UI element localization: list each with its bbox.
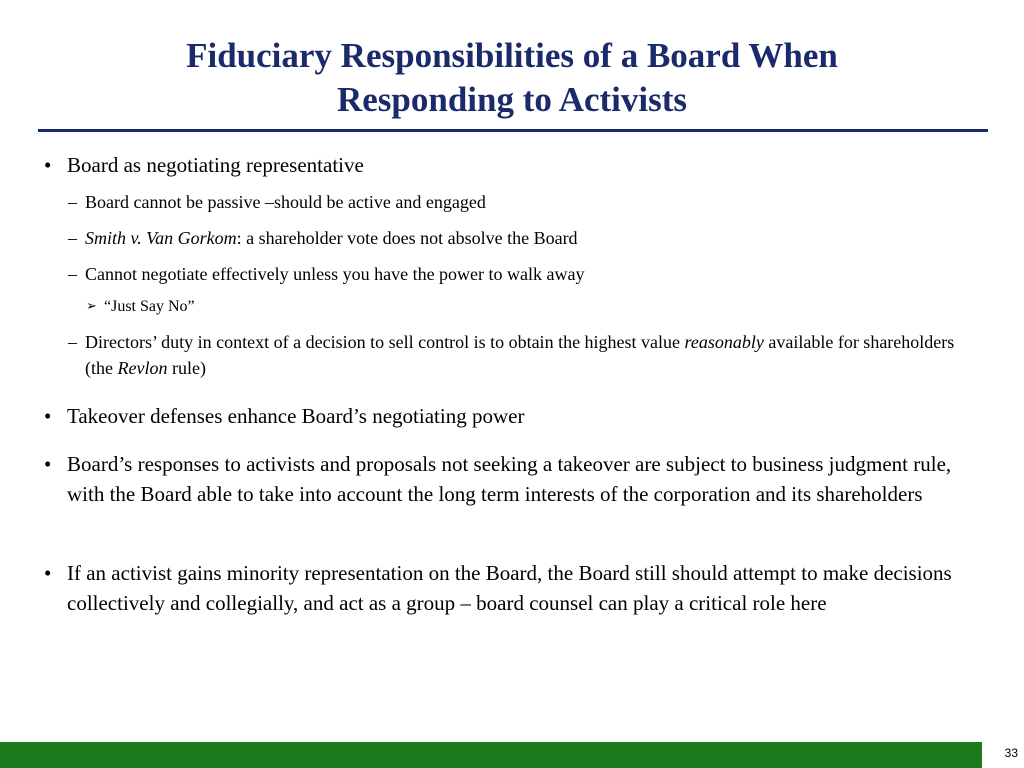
title-divider [38,129,988,132]
dash-icon: – [68,264,77,284]
sub-bullet-text-rest: : a shareholder vote does not absolve the Board [236,228,578,248]
text-part: rule) [167,358,206,378]
bullet-item [44,150,974,180]
bullet-icon: • [44,404,52,428]
text-part: Directors’ duty in context of a decision to sell control is to obtain the highest value [85,332,685,352]
italic-term: reasonably [684,332,764,352]
sub-bullet-item [68,189,968,215]
sub-bullet-text: Cannot negotiate effectively unless you have the power to walk away [85,264,585,284]
sub-bullet-item [68,261,968,287]
sub-sub-bullet-item [86,296,946,318]
sub-bullet-item [68,329,968,381]
bullet-item [44,558,974,618]
dash-icon: – [68,332,77,352]
sub-bullet-item [68,225,968,251]
bullet-icon: • [44,153,52,177]
page-number: 33 [1004,746,1018,760]
bullet-item [44,449,974,509]
title-line-1: Fiduciary Responsibilities of a Board When [186,36,838,75]
arrow-bullet-icon: ➢ [86,299,97,314]
sub-bullet-text [85,329,968,381]
sub-sub-bullet-text: “Just Say No” [104,298,195,315]
bullet-text: If an activist gains minority representation on the Board, the Board still should attempt to make decisions collectively and collegially, and act as a group – board counsel can play a critical role here [67,561,952,615]
text-part: available for shareholders (the [85,332,955,378]
bullet-icon: • [44,452,52,476]
sub-bullet-text [85,225,968,251]
footer-bar [0,742,982,768]
italic-term: Revlon [117,358,168,378]
slide-title [40,34,984,122]
bullet-text: Takeover defenses enhance Board’s negotiating power [67,404,525,428]
dash-icon: – [68,228,77,248]
bullet-item [44,401,974,431]
bullet-icon: • [44,561,52,585]
dash-icon: – [68,192,77,212]
case-name: Smith v. Van Gorkom [85,228,237,248]
bullet-text: Board as negotiating representative [67,153,364,177]
title-line-2: Responding to Activists [336,80,688,119]
bullet-text: Board’s responses to activists and proposals not seeking a takeover are subject to business judgment rule, with the Board able to take into account the long term interests of the corporation and its shareholders [67,452,952,506]
sub-bullet-text: Board cannot be passive –should be active and engaged [85,192,486,212]
